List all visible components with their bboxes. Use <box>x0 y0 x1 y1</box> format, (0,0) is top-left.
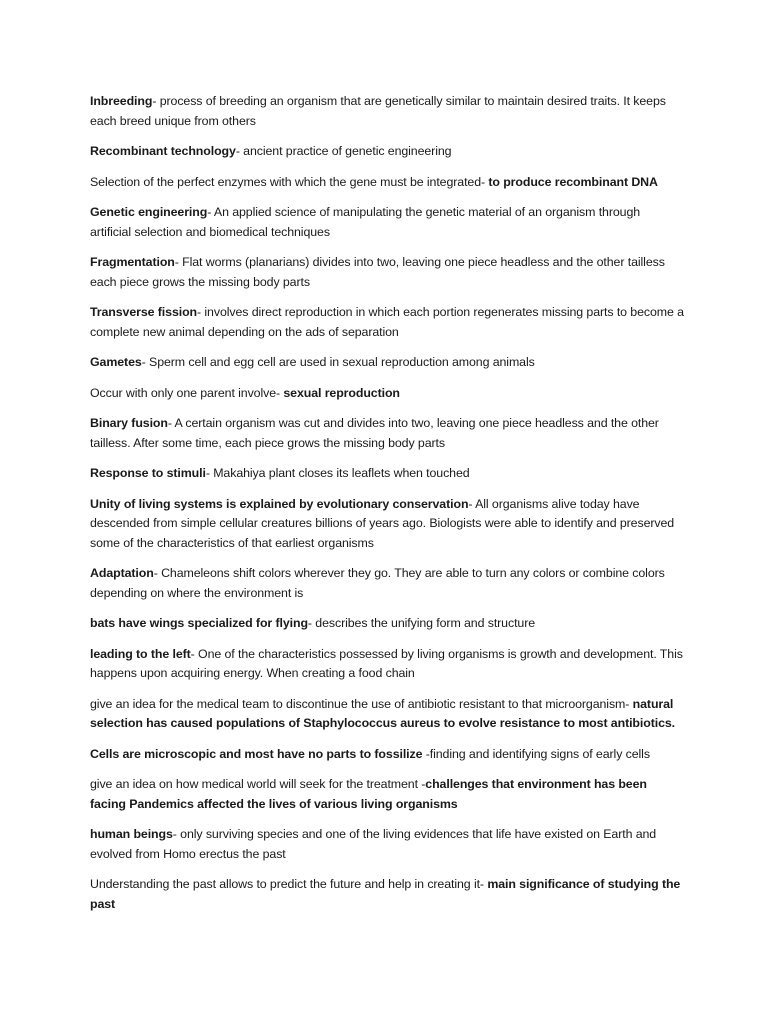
bold-text-run: Gametes <box>90 355 142 369</box>
text-run: Occur with only one parent involve- <box>90 385 284 400</box>
text-run: give an idea for the medical team to discontinue the use of antibiotic resistant to that microorganism- <box>90 696 633 711</box>
bold-text-run: challenges that environment has been facing Pandemics affected the lives of various living organisms <box>90 777 647 811</box>
paragraph <box>90 303 684 342</box>
bold-text-run: sexual reproduction <box>283 385 400 400</box>
text-run: - involves direct reproduction in which each portion regenerates missing parts to become a complete new animal depending on the ads of separation <box>90 305 684 339</box>
bold-text-run: Binary fusion <box>90 416 168 430</box>
paragraph <box>90 495 684 554</box>
paragraph <box>90 203 684 242</box>
text-run: - An applied science of manipulating the genetic material of an organism through artificial selection and biomedical techniques <box>90 205 641 239</box>
bold-text-run: human beings <box>90 827 173 841</box>
paragraph <box>90 253 684 292</box>
paragraph <box>90 464 684 484</box>
text-run: - One of the characteristics possessed by living organisms is growth and development. This happens upon acquiring energy. When creating a food chain <box>90 646 683 680</box>
paragraph <box>90 92 684 131</box>
bold-text-run: Fragmentation <box>90 255 175 269</box>
bold-text-run: Adaptation <box>90 566 154 580</box>
paragraph <box>90 414 684 453</box>
bold-text-run: Unity of living systems is explained by evolutionary conservation <box>90 496 469 511</box>
text-run: - ancient practice of genetic engineering <box>235 144 452 158</box>
text-run: - only surviving species and one of the living evidences that life have existed on Earth and evolved from Homo erectus the past <box>90 827 657 861</box>
bold-text-run: to produce recombinant DNA <box>488 174 658 189</box>
paragraph <box>90 825 684 864</box>
paragraph <box>90 745 684 765</box>
bold-text-run: Genetic engineering <box>90 205 208 219</box>
bold-text-run: bats have wings specialized for flying <box>90 616 308 630</box>
bold-text-run: leading to the left <box>90 646 191 661</box>
paragraph <box>90 142 684 162</box>
paragraph <box>90 564 684 603</box>
text-run: give an idea on how medical world will seek for the treatment - <box>90 777 426 791</box>
paragraph <box>90 695 684 734</box>
text-run: - Flat worms (planarians) divides into two, leaving one piece headless and the other tailless each piece grows the missing body parts <box>90 255 665 289</box>
bold-text-run: Response to stimuli <box>90 466 206 480</box>
document-body <box>90 92 684 914</box>
paragraph <box>90 645 684 684</box>
paragraph <box>90 775 684 814</box>
text-run: - All organisms alive today have descended from simple cellular creatures billions of years ago. Biologists were able to identify and preserved some of the characteristics of that earliest organisms <box>90 496 675 550</box>
bold-text-run: Transverse fission <box>90 305 198 319</box>
paragraph <box>90 875 684 914</box>
text-run: - Chameleons shift colors wherever they go. They are able to turn any colors or combine colors depending on where the environment is <box>90 566 665 600</box>
text-run: - Makahiya plant closes its leaflets when touched <box>205 466 470 480</box>
text-run: - A certain organism was cut and divides into two, leaving one piece headless and the other tailless. After some time, each piece grows the missing body parts <box>90 416 659 450</box>
text-run: -finding and identifying signs of early cells <box>422 746 650 761</box>
bold-text-run: Inbreeding <box>90 94 153 108</box>
text-run: Selection of the perfect enzymes with which the gene must be integrated- <box>90 174 489 189</box>
bold-text-run: main significance of studying the past <box>90 877 681 911</box>
text-run: Understanding the past allows to predict the future and help in creating it- <box>90 877 488 891</box>
text-run: - describes the unifying form and structure <box>307 616 536 630</box>
bold-text-run: Recombinant technology <box>90 144 236 158</box>
text-run: - Sperm cell and egg cell are used in sexual reproduction among animals <box>141 355 535 369</box>
bold-text-run: natural selection has caused populations of Staphylococcus aureus to evolve resistance to most antibiotics. <box>90 696 676 730</box>
bold-text-run: Cells are microscopic and most have no parts to fossilize <box>90 746 423 761</box>
paragraph <box>90 353 684 373</box>
text-run: - process of breeding an organism that are genetically similar to maintain desired traits. It keeps each breed unique from others <box>90 94 666 128</box>
paragraph <box>90 173 684 193</box>
paragraph <box>90 384 684 404</box>
paragraph <box>90 614 684 634</box>
